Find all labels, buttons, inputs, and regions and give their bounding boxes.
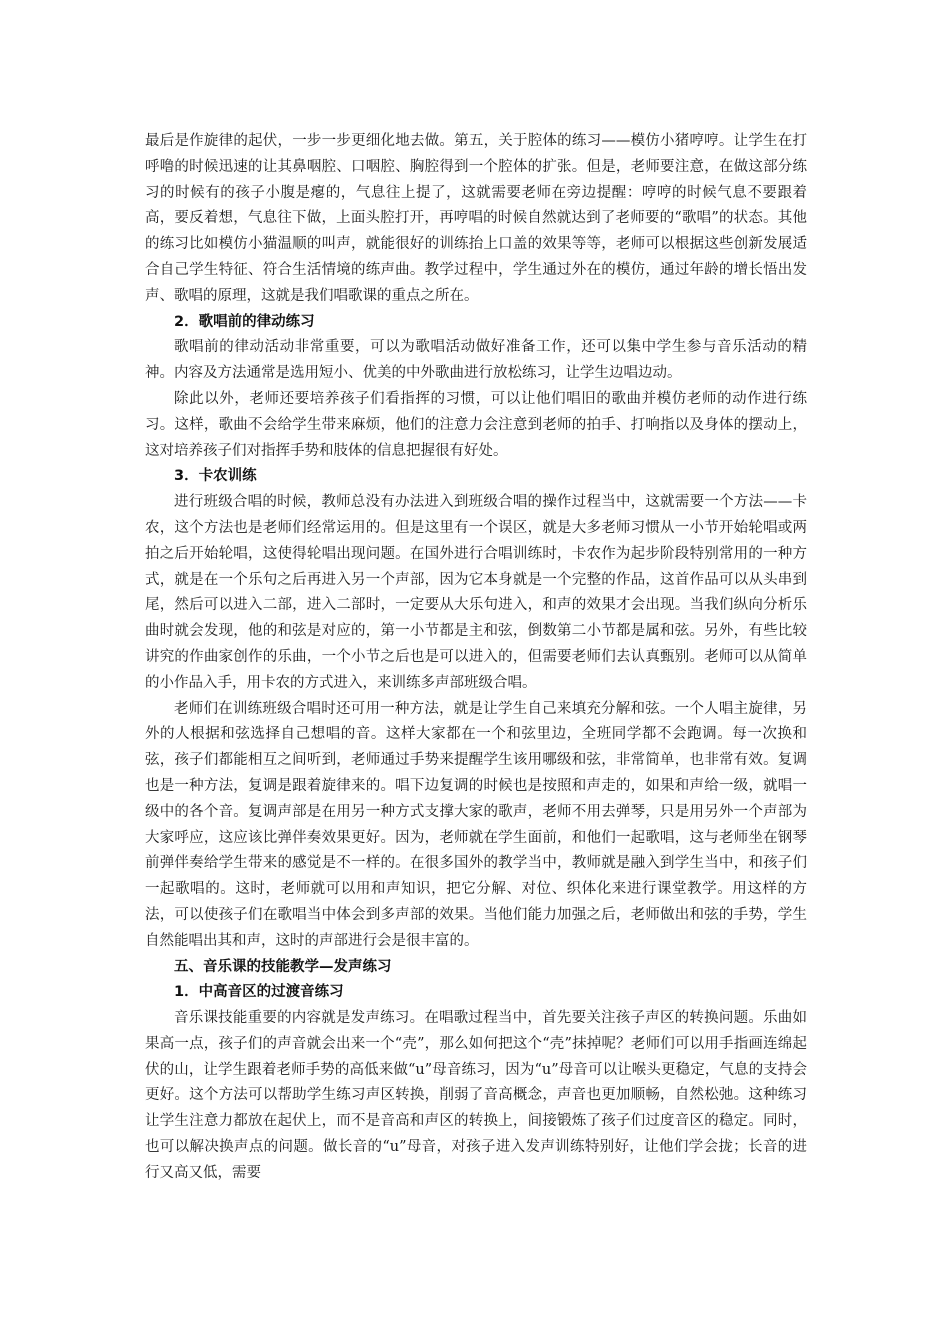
- heading-transition-tones: 1．中高音区的过渡音练习: [174, 984, 344, 1001]
- paragraph-canon-1: 进行班级合唱的时候，教师总没有办法进入到班级合唱的操作过程当中，这就需要一个方法——卡农，这个方法也是老师们经常运用的。但是这里有一个误区，就是大多老师习惯从一小节开始轮唱或两拍之后开始轮唱，这使得轮唱出现问题。在国外进行合唱训练时，卡农作为起步阶段特别常用的一种方式，就是在一个乐句之后再进入另一个声部，因为它本身就是一个完整的作品，这首作品可以从头串到尾，然后可以进入二部，进入二部时，一定要从大乐句进入，和声的效果才会出现。当我们纵向分析乐曲时就会发现，他的和弦是对应的，第一小节都是主和弦，倒数第二小节都是属和弦。另外，有些比较讲究的作曲家创作的乐曲，一个小节之后也是可以进入的，但需要老师们去认真甄别。老师可以从简单的小作品入手，用卡农的方式进入，来训练多声部班级合唱。: [145, 494, 807, 691]
- heading-canon-training: 3．卡农训练: [174, 468, 257, 485]
- paragraph-canon-2: 老师们在训练班级合唱时还可用一种方法，就是让学生自己来填充分解和弦。一个人唱主旋律，另外的人根据和弦选择自己想唱的音。这样大家都在一个和弦里边，全班同学都不会跑调。每一次换和弦，孩子们都能相互之间听到，老师通过手势来提醒学生该用哪级和弦，非常简单，也非常有效。复调也是一种方法，复调是跟着旋律来的。唱下边复调的时候也是按照和声走的，如果和声给一级，就唱一级中的各个音。复调声部是在用另一种方式支撑大家的歌声，老师不用去弹琴，只是用另外一个声部为大家呼应，这应该比弹伴奏效果更好。因为，老师就在学生面前，和他们一起歌唱，这与老师坐在钢琴前弹伴奏给学生带来的感觉是不一样的。在很多国外的教学当中，教师就是融入到学生当中，和孩子们一起歌唱的。这时，老师就可以用和声知识，把它分解、对位、织体化来进行课堂教学。用这样的方法，可以使孩子们在歌唱当中体会到多声部的效果。当他们能力加强之后，老师做出和弦的手势，学生自然能唱出其和声，这时的声部进行会是很丰富的。: [145, 700, 807, 949]
- paragraph-intro: 最后是作旋律的起伏，一步一步更细化地去做。第五，关于腔体的练习——模仿小猪哼哼。让学生在打呼噜的时候迅速的让其鼻咽腔、口咽腔、胸腔得到一个腔体的扩张。但是，老师要注意，在做这部分练习的时候有的孩子小腹是瘪的，气息往上提了，这就需要老师在旁边提醒：哼哼的时候气息不要跟着高，要反着想，气息往下做，上面头腔打开，再哼唱的时候自然就达到了老师要的“歌唱”的状态。其他的练习比如模仿小猫温顺的叫声，就能很好的训练抬上口盖的效果等等，老师可以根据这些创新发展适合自己学生特征、符合生活情境的练声曲。教学过程中，学生通过外在的模仿，通过年龄的增长悟出发声、歌唱的原理，这就是我们唱歌课的重点之所在。: [145, 133, 807, 304]
- document-page: [145, 129, 807, 1187]
- heading-rhythm-practice: 2．歌唱前的律动练习: [174, 313, 315, 330]
- paragraph-transition-1: 音乐课技能重要的内容就是发声练习。在唱歌过程当中，首先要关注孩子声区的转换问题。乐曲如果高一点，孩子们的声音就会出来一个“壳”，那么如何把这个“壳”抹掉呢？老师们可以用手指画连绵起伏的山，让学生跟着老师手势的高低来做“u”母音练习，因为“u”母音可以让喉头更稳定，气息的支持会更好。这个方法可以帮助学生练习声区转换，削弱了音高概念，声音也更加顺畅，自然松弛。这种练习让学生注意力都放在起伏上，而不是音高和声区的转换上，间接锻炼了孩子们过度音区的稳定。同时，也可以解决换声点的问题。做长音的“u”母音，对孩子进入发声训练特别好，让他们学会拢；长音的进行又高又低，需要: [145, 1010, 807, 1181]
- heading-section-five: 五、音乐课的技能教学—发声练习: [174, 958, 392, 975]
- paragraph-rhythm-2: 除此以外，老师还要培养孩子们看指挥的习惯，可以让他们唱旧的歌曲并模仿老师的动作进行练习。这样，歌曲不会给学生带来麻烦，他们的注意力会注意到老师的拍手、打响指以及身体的摆动上，这对培养孩子们对指挥手势和肢体的信息把握很有好处。: [145, 390, 807, 459]
- paragraph-rhythm-1: 歌唱前的律动活动非常重要，可以为歌唱活动做好准备工作，还可以集中学生参与音乐活动的精神。内容及方法通常是选用短小、优美的中外歌曲进行放松练习，让学生边唱边动。: [145, 339, 807, 382]
